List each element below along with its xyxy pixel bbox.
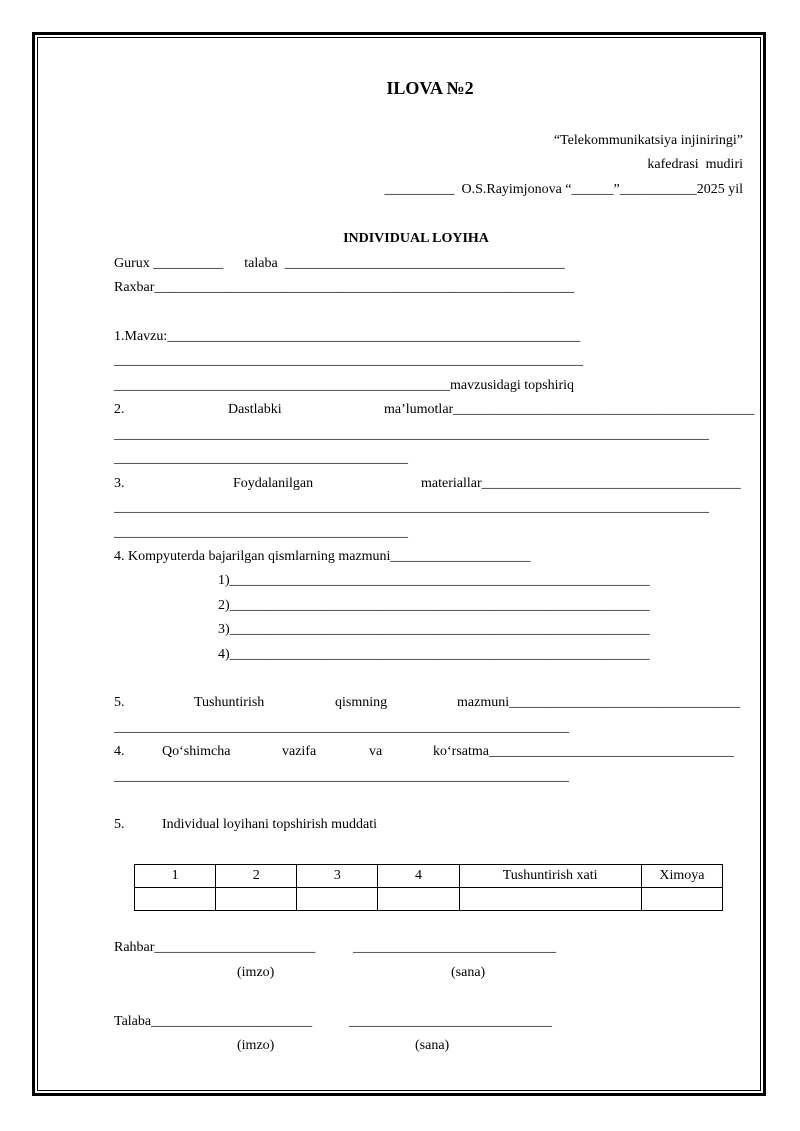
item5a-number: 5. bbox=[114, 695, 125, 710]
table-cell[interactable] bbox=[459, 888, 641, 911]
group-student-line: Gurux __________ talaba ________________________________________ bbox=[114, 256, 565, 271]
student-date-line: _____________________________ bbox=[349, 1014, 552, 1029]
student-signature-line: Talaba_______________________ bbox=[114, 1014, 313, 1029]
item4-sub-1: 1)____________________________________________________________ bbox=[218, 573, 650, 588]
topic-line-2: ___________________________________________________________________ bbox=[114, 353, 583, 368]
item3-line-2: _____________________________________________________________________________________ bbox=[114, 500, 709, 515]
item5a-word-content: mazmuni_________________________________ bbox=[457, 695, 741, 710]
item2-number: 2. bbox=[114, 402, 125, 417]
item4b-number: 4. bbox=[114, 744, 125, 759]
supervisor-date-caption: (sana) bbox=[451, 965, 486, 980]
table-cell[interactable] bbox=[297, 888, 378, 911]
table-header-row bbox=[135, 865, 723, 888]
table-header-cell: 4 bbox=[378, 865, 459, 888]
item5a-line-2: _________________________________________________________________ bbox=[114, 720, 569, 735]
item3-number: 3. bbox=[114, 476, 125, 491]
approval-line-department: “Telekommunikatsiya injiniringi” bbox=[553, 133, 743, 148]
item4-sub-4: 4)____________________________________________________________ bbox=[218, 647, 650, 662]
item2-line-2: _____________________________________________________________________________________ bbox=[114, 427, 709, 442]
approval-line-head: kafedrasi mudiri bbox=[647, 157, 743, 172]
item5a-word-explanation: Tushuntirish bbox=[194, 695, 265, 710]
item5b-number: 5. bbox=[114, 817, 125, 832]
deadline-table bbox=[134, 864, 723, 911]
topic-line-1: 1.Mavzu:___________________________________________________________ bbox=[114, 329, 581, 344]
item5b-text: Individual loyihani topshirish muddati bbox=[162, 817, 378, 832]
student-signature-caption: (imzo) bbox=[237, 1038, 275, 1053]
table-cell[interactable] bbox=[641, 888, 722, 911]
project-heading: INDIVIDUAL LOYIHA bbox=[343, 231, 489, 246]
item4b-word-additional: Qo‘shimcha bbox=[162, 744, 231, 759]
table-header-cell: 1 bbox=[135, 865, 216, 888]
topic-line-3: ________________________________________________mavzusidagi topshiriq bbox=[114, 378, 575, 393]
item4b-line-2: _________________________________________________________________ bbox=[114, 769, 569, 784]
table-header-cell: Tushuntirish xati bbox=[459, 865, 641, 888]
table-cell[interactable] bbox=[378, 888, 459, 911]
supervisor-signature-caption: (imzo) bbox=[237, 965, 275, 980]
supervisor-signature-line: Rahbar_______________________ bbox=[114, 940, 316, 955]
supervisor-date-line: _____________________________ bbox=[353, 940, 556, 955]
item4b-word-task: vazifa bbox=[282, 744, 317, 759]
approval-line-signature: __________ O.S.Rayimjonova “______”___________2025 yil bbox=[384, 182, 743, 197]
table-cell[interactable] bbox=[135, 888, 216, 911]
item3-word-used: Foydalanilgan bbox=[233, 476, 314, 491]
item4-heading: 4. Kompyuterda bajarilgan qismlarning mazmuni____________________ bbox=[114, 549, 531, 564]
item2-word-initial: Dastlabki bbox=[228, 402, 282, 417]
item4b-word-and: va bbox=[369, 744, 383, 759]
item4-sub-3: 3)____________________________________________________________ bbox=[218, 622, 650, 637]
table-header-cell: 3 bbox=[297, 865, 378, 888]
table-header-cell: Ximoya bbox=[641, 865, 722, 888]
item5a-word-part: qismning bbox=[335, 695, 388, 710]
supervisor-line: Raxbar____________________________________________________________ bbox=[114, 280, 575, 295]
table-header-cell: 2 bbox=[216, 865, 297, 888]
table-row bbox=[135, 888, 723, 911]
item3-line-3: __________________________________________ bbox=[114, 525, 408, 540]
item2-line-3: __________________________________________ bbox=[114, 451, 408, 466]
item3-word-materials: materiallar_____________________________________ bbox=[421, 476, 741, 491]
item4-sub-2: 2)____________________________________________________________ bbox=[218, 598, 650, 613]
item4b-word-instruction: ko‘rsatma___________________________________ bbox=[433, 744, 734, 759]
item2-word-data: ma’lumotlar___________________________________________ bbox=[384, 402, 755, 417]
document-title: ILOVA №2 bbox=[386, 78, 474, 98]
student-date-caption: (sana) bbox=[415, 1038, 450, 1053]
table-cell[interactable] bbox=[216, 888, 297, 911]
